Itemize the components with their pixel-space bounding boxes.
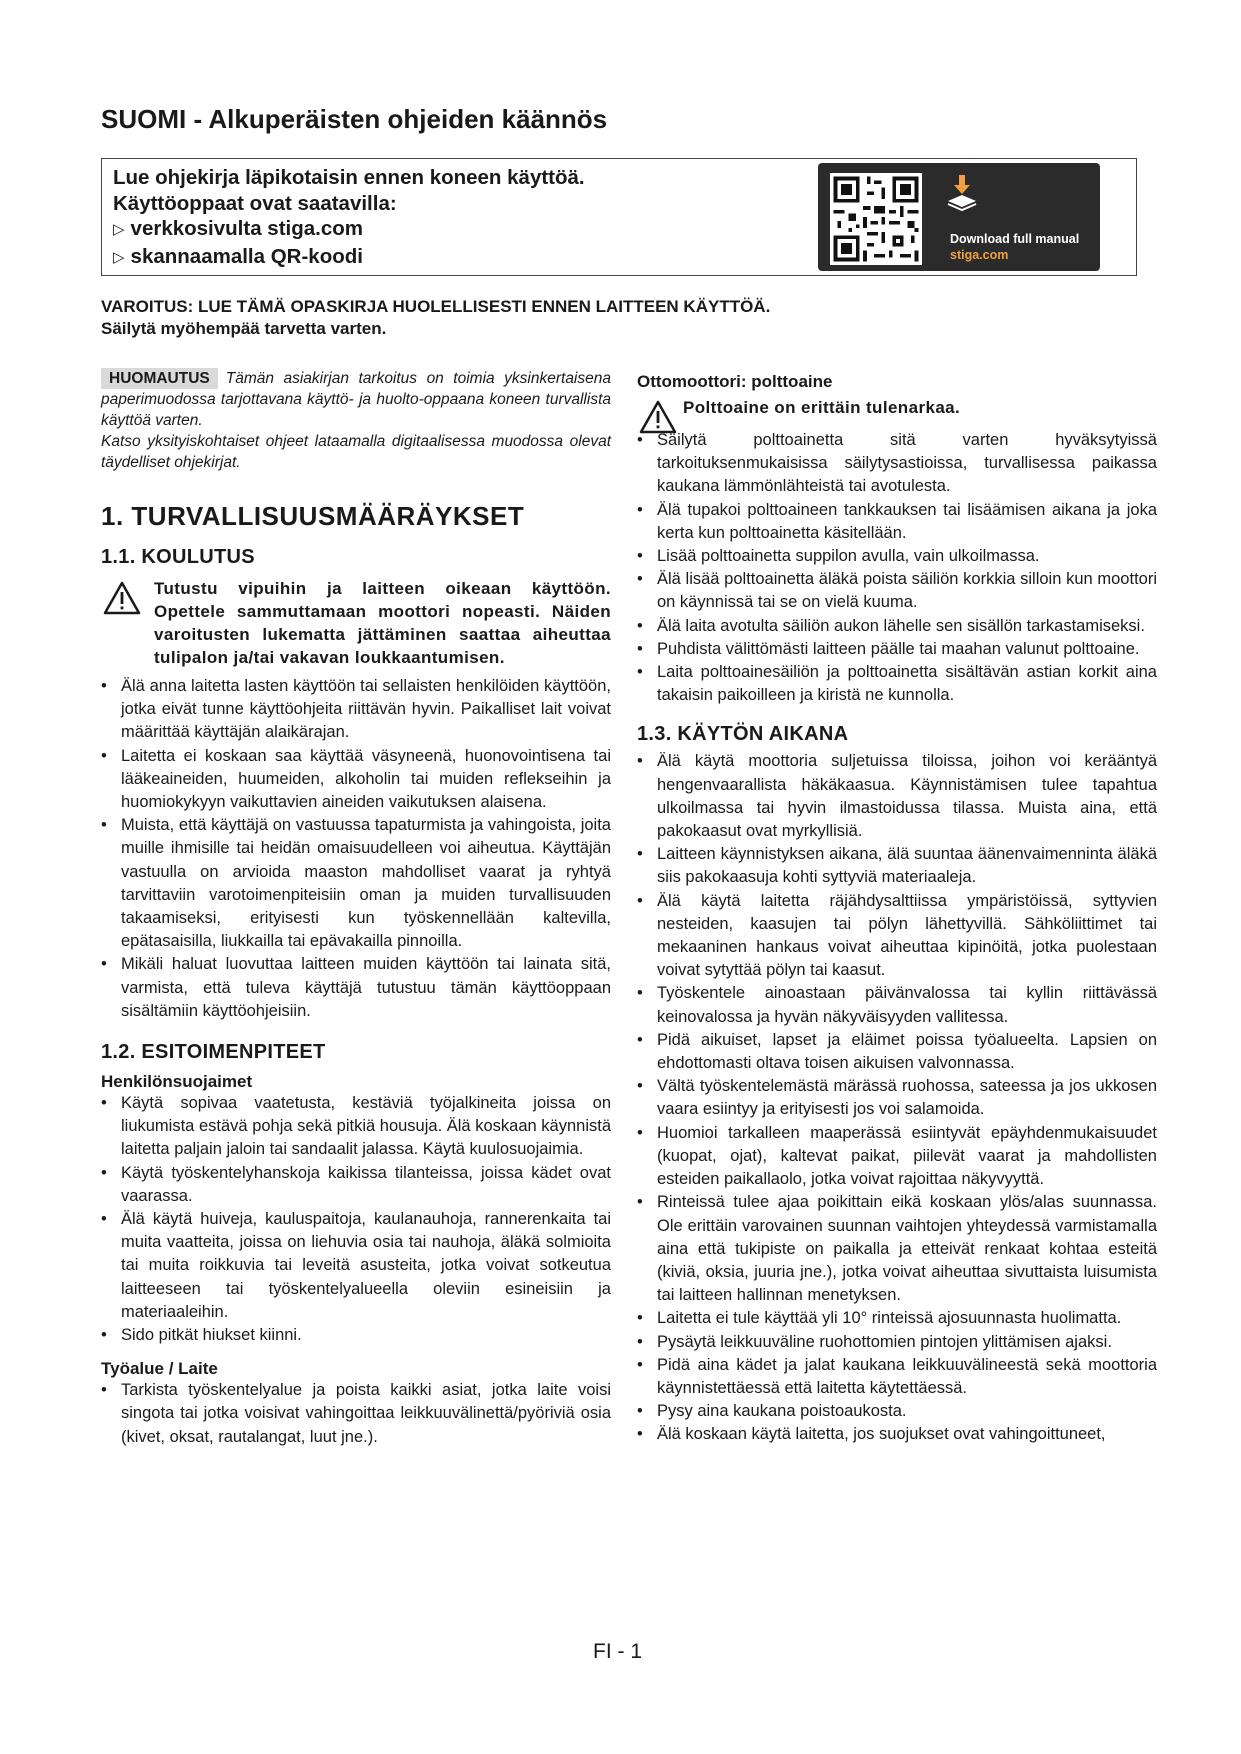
warning-line-2: Säilytä myöhempää tarvetta varten. (101, 319, 387, 338)
warning-heading (101, 296, 770, 340)
list-item: • Sido pitkät hiukset kiinni. (101, 1324, 611, 1347)
download-url[interactable]: stiga.com (950, 248, 1009, 262)
fuel-warning-text: Polttoaine on erittäin tulenarkaa. (683, 398, 961, 417)
intro-line-2: Käyttöoppaat ovat saatavilla: (113, 191, 397, 215)
list-item: • Rinteissä tulee ajaa poikittain eikä koskaan ylös/alas suunnassa. Ole erittäin varovainen suunnan vaihtojen yhteydessä varmistamalla aina että tukipiste on paikalla ja etteivät renkaat kohtaa esteitä (kiviä, oksia, juuria jne.), jotka voivat aiheuttaa sivuttaista luisumista tai laitteen hallinnan menetyksen. (637, 1191, 1157, 1307)
arrow-icon: ▷ (113, 248, 125, 266)
list-item: • Älä lisää polttoainetta äläkä poista säiliön korkkia silloin kun moottori on käynnissä tai se on vielä kuuma. (637, 568, 1157, 614)
notice-block (101, 368, 611, 473)
warning-triangle-icon (103, 581, 141, 615)
list-item: • Tarkista työskentelyalue ja poista kaikki asiat, jotka laite voisi singota tai jotka voisivat vahingoittaa leikkuuvälinettä/pyöriviä osia (kivet, oksat, rautalangat, luut jne.). (101, 1379, 611, 1449)
list-item: • Laita polttoainesäiliön ja polttoainetta sisältävän astian korkit aina takaisin paikoilleen ja kiristä ne kunnolla. (637, 661, 1157, 707)
intro-qr: skannaamalla QR-koodi (130, 244, 363, 268)
training-warning-text: Tutustu vipuihin ja laitteen oikeaan käyttöön. Opettele sammuttamaan moottori nopeasti. Näiden varoitusten lukematta jättäminen saattaa aiheuttaa tulipalon ja/tai vakavan loukkaantumisen. (154, 579, 611, 667)
training-list (101, 675, 611, 1023)
download-label: Download full manual (950, 232, 1080, 246)
page-title: SUOMI - Alkuperäisten ohjeiden käännös (101, 104, 608, 134)
fuel-list (637, 429, 1157, 707)
arrow-icon: ▷ (113, 221, 125, 238)
list-item: • Huomioi tarkalleen maaperässä esiintyvät epäyhdenmukaisuudet (kuopat, ojat), kaltevat paikat, piilevät vaarat ja mahdollisten esteiden paikallaolo, jotka voivat rajoittaa näkyvyyttä. (637, 1122, 1157, 1192)
work-area-list (101, 1379, 611, 1449)
list-item: • Pysäytä leikkuuväline ruohottomien pintojen ylittämisen ajaksi. (637, 1331, 1157, 1354)
download-text (950, 231, 1079, 263)
list-item: • Älä tupakoi polttoaineen tankkauksen tai lisäämisen aikana ja joka kerta kun polttoainetta käsitellään. (637, 499, 1157, 545)
operation-list (637, 750, 1157, 1446)
list-item: • Työskentele ainoastaan päivänvalossa tai kyllin riittävässä keinovalossa ja hyvän näkyväisyyden vallitessa. (637, 982, 1157, 1028)
list-item: • Laitetta ei tule käyttää yli 10° rinteissä ajosuunnasta huolimatta. (637, 1307, 1157, 1330)
intro-line-3 (113, 216, 585, 244)
list-item: • Pysy aina kaukana poistoaukosta. (637, 1400, 1157, 1423)
ppe-list (101, 1092, 611, 1347)
notice-text-1: Tämän asiakirjan tarkoitus on toimia yksinkertaisena paperimuodossa tarjottavana käyttö- ja huolto-oppaana koneen turvallista käyttöä varten. (101, 370, 611, 429)
list-item: • Laitetta ei koskaan saa käyttää väsyneenä, huonovointisena tai lääkeaineiden, huumeiden, alkoholin tai muiden reflekseihin ja huomiokykyyn vaikuttavien aineiden vaikutuksen alaisena. (101, 745, 611, 815)
right-column (637, 372, 1157, 1447)
ppe-subtitle: Henkilönsuojaimet (101, 1072, 253, 1092)
list-item: • Pidä aina kädet ja jalat kaukana leikkuuvälineestä sekä moottoria käynnistettäessä että laitetta käytettäessä. (637, 1354, 1157, 1400)
list-item: • Puhdista välittömästi laitteen päälle tai maahan valunut polttoaine. (637, 638, 1157, 661)
warning-line-1: VAROITUS: LUE TÄMÄ OPASKIRJA HUOLELLISESTI ENNEN LAITTEEN KÄYTTÖÄ. (101, 297, 771, 316)
list-item: • Älä käytä huiveja, kauluspaitoja, kaulanauhoja, rannerenkaita tai muita vaatteita, joissa on liehuvia osia tai nauhoja, äläkä solmioita tai muita roikkuvia tai leveitä asusteita, jotka voivat sotkeutua laitteeseen tai työskentelyalueella oleviin esineisiin ja materiaaleihin. (101, 1208, 611, 1324)
section-1-2-title: 1.2. ESITOIMENPITEET (101, 1041, 326, 1064)
list-item: • Käytä työskentelyhanskoja kaikissa tilanteissa, joissa kädet ovat vaarassa. (101, 1162, 611, 1208)
fuel-title: Ottomoottori: polttoaine (637, 372, 833, 391)
section-1-3-title: 1.3. KÄYTÖN AIKANA (637, 723, 849, 746)
list-item: • Käytä sopivaa vaatetusta, kestäviä työjalkineita joissa on liukumista estävä pohja sekä pitkiä housuja. Älä koskaan käynnistä laitetta paljain jaloin tai sandaalit jalassa. Käytä kuulosuojaimia. (101, 1092, 611, 1162)
section-1-1-title: 1.1. KOULUTUS (101, 546, 255, 568)
intro-line-1: Lue ohjekirja läpikotaisin ennen koneen käyttöä. (113, 166, 585, 189)
list-item: • Älä koskaan käytä laitetta, jos suojukset ovat vahingoittuneet, (637, 1423, 1157, 1446)
list-item: • Älä laita avotulta säiliön aukon lähelle sen sisällön tarkastamiseksi. (637, 615, 1157, 638)
intro-website: verkkosivulta stiga.com (130, 217, 363, 240)
download-manual-icon (942, 171, 982, 215)
left-column (101, 368, 611, 1449)
training-warning (101, 577, 611, 669)
page-number: FI - 1 (593, 1640, 643, 1663)
notice-tag: HUOMAUTUS (101, 368, 218, 389)
list-item: • Pidä aikuiset, lapset ja eläimet poissa työalueelta. Lapsien on ehdottomasti oltava toisen aikuisen valvonnassa. (637, 1029, 1157, 1075)
list-item: • Mikäli haluat luovuttaa laitteen muiden käyttöön tai lainata sitä, varmista, että tuleva käyttäjä tutustuu tämän käyttöoppaan sisältämiin käyttöohjeisiin. (101, 953, 611, 1023)
qr-code-icon[interactable] (830, 173, 922, 265)
list-item: • Säilytä polttoainetta sitä varten hyväksytyissä tarkoituksenmukaisissa säilytysastioissa, turvallisessa paikassa kaukana lämmönlähteistä tai avotulesta. (637, 429, 1157, 499)
section-1-title: 1. TURVALLISUUSMÄÄRÄYKSET (101, 501, 525, 531)
list-item: • Älä käytä moottoria suljetuissa tiloissa, joihon voi kerääntyä hengenvaarallista häkäkaasua. Käynnistämisen tulee tapahtua ulkoilmassa tai hyvin ilmastoidussa tilassa. Muista aina, että pakokaasut ovat myrkyllisiä. (637, 750, 1157, 843)
fuel-warning (637, 396, 1157, 419)
list-item: • Muista, että käyttäjä on vastuussa tapaturmista ja vahingoista, joita muille ihmisille tai heidän omaisuudelleen voi aiheutua. Käyttäjän vastuulla on arvioida maaston mahdolliset vaarat ja ryhtyä tarvittaviin varotoimenpiteisiin oman ja muiden turvallisuuden takaamiseksi, erityisesti kun työskennellään kaltevilla, epätasaisilla, liukkailla tai epävakailla pinnoilla. (101, 814, 611, 953)
list-item: • Lisää polttoainetta suppilon avulla, vain ulkoilmassa. (637, 545, 1157, 568)
work-area-subtitle: Työalue / Laite (101, 1359, 218, 1379)
notice-text-2: Katso yksityiskohtaiset ohjeet lataamalla digitaalisessa muodossa olevat täydelliset ohjekirjat. (101, 433, 611, 471)
list-item: • Vältä työskentelemästä märässä ruohossa, sateessa ja jos ukkosen vaara esiintyy ja erityisesti jos voi salamoida. (637, 1075, 1157, 1121)
download-panel[interactable] (818, 163, 1100, 271)
list-item: • Laitteen käynnistyksen aikana, älä suuntaa äänenvaimenninta äläkä siis pakokaasuja kohti syttyviä materiaaleja. (637, 843, 1157, 889)
intro-box (101, 158, 1137, 276)
intro-lines (113, 165, 585, 271)
list-item: • Älä anna laitetta lasten käyttöön tai sellaisten henkilöiden käyttöön, jotka eivät tunne käyttöohjeita riittävän hyvin. Paikalliset lait voivat määrittää käyttäjän alaikärajan. (101, 675, 611, 745)
list-item: • Älä käytä laitetta räjähdysalttiissa ympäristöissä, syttyvien nesteiden, kaasujen tai pölyn lähettyvillä. Sähköliittimet tai mekaaninen hankaus voivat aiheuttaa kipinöitä, jotka puolestaan voivat sytyttää pölyn tai kaasut. (637, 890, 1157, 983)
intro-line-4 (113, 244, 585, 272)
